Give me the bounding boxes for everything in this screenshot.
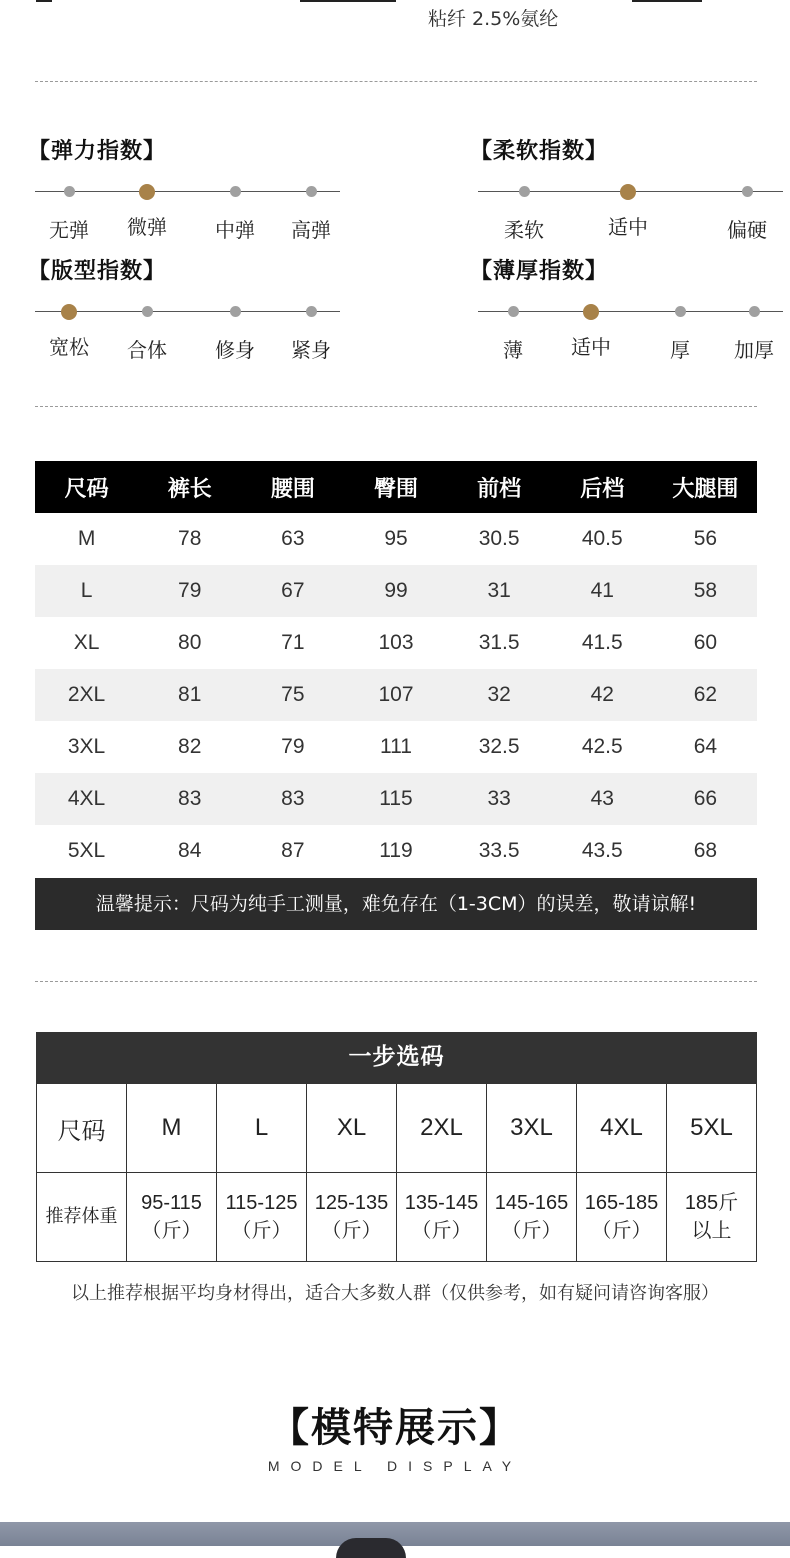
size-chart-header-cell: 裤长 [138, 461, 241, 513]
weight-line: （斤） [321, 1220, 382, 1242]
table-cell: 32.5 [478, 735, 520, 758]
thickness-scale-line [478, 311, 783, 312]
table-cell: 42.5 [581, 735, 623, 758]
fit-scale-dot-selected [61, 304, 77, 320]
table-cell: 43.5 [581, 839, 623, 862]
fit-scale-label: 修身 [215, 338, 255, 362]
weight-row [37, 1173, 757, 1262]
divider [35, 406, 757, 407]
elasticity-scale-dot [306, 186, 317, 197]
size-chart-header-cell: 大腿围 [654, 461, 757, 513]
thickness-index-title: 【薄厚指数】 [470, 259, 609, 284]
table-cell: 81 [138, 669, 241, 721]
fit-index-title: 【版型指数】 [28, 259, 167, 284]
table-row [35, 721, 757, 773]
size-chart-header-cell: 腰围 [241, 461, 344, 513]
cropped-previous-section [0, 0, 790, 40]
size-chart-table [35, 461, 757, 877]
table-cell: L [35, 565, 138, 617]
elasticity-scale-label: 中弹 [215, 218, 255, 242]
table-cell: 66 [654, 773, 757, 825]
table-row [35, 617, 757, 669]
size-picker-size-cell: XL [307, 1084, 397, 1173]
weight-line: 以上 [691, 1220, 732, 1242]
size-picker-size-cell: 5XL [667, 1084, 757, 1173]
table-cell: 103 [378, 631, 414, 654]
table-cell: 75 [241, 669, 344, 721]
size-picker-weight-cell [307, 1173, 397, 1262]
elasticity-scale-line [35, 191, 340, 192]
table-cell: 82 [178, 735, 202, 758]
table-cell: 71 [281, 631, 305, 654]
elasticity-scale-label: 高弹 [291, 218, 331, 242]
size-chart-header-cell: 后档 [551, 461, 654, 513]
table-cell: 67 [241, 565, 344, 617]
thickness-scale-label: 薄 [503, 338, 523, 362]
size-picker-weight-cell [667, 1173, 757, 1262]
weight-line: 185斤 [684, 1192, 739, 1214]
size-chart-header-cell: 尺码 [35, 461, 138, 513]
thickness-scale-label: 适中 [571, 335, 611, 359]
table-cell: 80 [178, 631, 202, 654]
table-cell: 119 [379, 839, 413, 862]
weight-line: （斤） [411, 1220, 472, 1242]
table-cell: 2XL [35, 669, 138, 721]
thickness-scale-label: 加厚 [734, 338, 774, 362]
weight-line: 95-115 [141, 1192, 202, 1214]
table-cell: 31.5 [478, 631, 520, 654]
elasticity-scale-dot [230, 186, 241, 197]
table-cell: 31 [448, 565, 551, 617]
thickness-scale-dot [749, 306, 760, 317]
table-cell: 32 [448, 669, 551, 721]
table-cell: 5XL [67, 839, 106, 862]
model-photo-head [336, 1538, 406, 1558]
table-cell: 79 [281, 735, 305, 758]
table-row [35, 513, 757, 565]
elasticity-scale-label: 微弹 [127, 215, 167, 239]
table-cell: 83 [138, 773, 241, 825]
table-cell: 107 [344, 669, 447, 721]
weight-line: 135-145 [404, 1192, 479, 1214]
size-chart-header-row [35, 461, 757, 513]
divider [35, 981, 757, 982]
table-cell: 3XL [67, 735, 106, 758]
table-cell: 95 [384, 527, 408, 550]
table-cell: 115 [344, 773, 447, 825]
softness-scale-label: 柔软 [504, 218, 544, 242]
thickness-scale-dot [675, 306, 686, 317]
divider [35, 81, 757, 82]
size-picker-size-cell: 4XL [577, 1084, 667, 1173]
weight-line: （斤） [231, 1220, 292, 1242]
thickness-scale-label: 厚 [670, 338, 690, 362]
model-section-subtitle: MODEL DISPLAY [267, 1458, 523, 1474]
table-cell: 43 [551, 773, 654, 825]
weight-line: 165-185 [584, 1192, 659, 1214]
elasticity-scale-dot [64, 186, 75, 197]
model-section-title: 【模特展示】 [269, 1405, 521, 1451]
table-row [35, 825, 757, 877]
softness-scale-dot [519, 186, 530, 197]
table-row [35, 669, 757, 721]
table-cell: 4XL [35, 773, 138, 825]
size-picker-size-cell: M [127, 1084, 217, 1173]
recommendation-note: 以上推荐根据平均身材得出，适合大多数人群（仅供参考，如有疑问请咨询客服） [71, 1283, 719, 1304]
table-cell: 63 [281, 527, 305, 550]
size-picker-table [36, 1083, 757, 1262]
table-cell: 30.5 [478, 527, 520, 550]
thickness-scale-dot-selected [583, 304, 599, 320]
table-cell: 78 [178, 527, 202, 550]
size-picker-weight-cell [217, 1173, 307, 1262]
table-cell: 41 [551, 565, 654, 617]
thickness-scale-dot [508, 306, 519, 317]
size-picker-weight-cell [577, 1173, 667, 1262]
weight-line: 115-125 [225, 1192, 298, 1214]
weight-row-label: 推荐体重 [37, 1173, 127, 1262]
table-row [35, 773, 757, 825]
table-cell: 58 [654, 565, 757, 617]
softness-scale-label: 适中 [608, 215, 648, 239]
weight-line: （斤） [591, 1220, 652, 1242]
elasticity-scale-label: 无弹 [49, 218, 89, 242]
weight-line: 125-135 [314, 1192, 389, 1214]
table-cell: 79 [138, 565, 241, 617]
size-picker-size-cell: 2XL [397, 1084, 487, 1173]
table-cell: 62 [654, 669, 757, 721]
elasticity-index-title: 【弹力指数】 [28, 139, 167, 164]
softness-scale-dot-selected [620, 184, 636, 200]
table-cell: 42 [551, 669, 654, 721]
table-cell: 84 [178, 839, 202, 862]
fit-scale-dot [230, 306, 241, 317]
weight-line: （斤） [501, 1220, 562, 1242]
softness-scale-label: 偏硬 [727, 218, 767, 242]
fit-scale-line [35, 311, 340, 312]
table-cell: XL [73, 631, 100, 654]
size-row-label: 尺码 [37, 1084, 127, 1173]
table-cell: 56 [693, 527, 718, 550]
measurement-tip: 温馨提示：尺码为纯手工测量，难免存在（1-3CM）的误差，敬请谅解! [35, 878, 757, 930]
softness-index-title: 【柔软指数】 [470, 139, 609, 164]
table-cell: 99 [344, 565, 447, 617]
table-cell: 83 [241, 773, 344, 825]
table-cell: 111 [380, 735, 412, 758]
fit-scale-label: 宽松 [49, 335, 89, 359]
size-chart-header-cell: 臀围 [344, 461, 447, 513]
table-cell: M [77, 527, 96, 550]
size-picker-weight-cell [487, 1173, 577, 1262]
table-cell: 33 [448, 773, 551, 825]
table-cell: 33.5 [478, 839, 520, 862]
table-cell: 41.5 [581, 631, 623, 654]
size-picker-size-cell: 3XL [487, 1084, 577, 1173]
table-cell: 64 [693, 735, 718, 758]
fit-scale-dot [306, 306, 317, 317]
size-chart-header-cell: 前档 [448, 461, 551, 513]
fabric-composition-tail: 粘纤 2.5%氨纶 [428, 8, 559, 30]
size-row [37, 1084, 757, 1173]
table-cell: 87 [281, 839, 305, 862]
table-row [35, 565, 757, 617]
table-cell: 60 [693, 631, 718, 654]
size-picker-weight-cell [397, 1173, 487, 1262]
fit-scale-label: 合体 [127, 338, 167, 362]
size-picker-weight-cell [127, 1173, 217, 1262]
table-cell: 68 [693, 839, 718, 862]
size-picker-size-cell: L [217, 1084, 307, 1173]
size-picker-title: 一步选码 [36, 1032, 757, 1083]
softness-scale-dot [742, 186, 753, 197]
fit-scale-label: 紧身 [291, 338, 331, 362]
elasticity-scale-dot-selected [139, 184, 155, 200]
weight-line: 145-165 [494, 1192, 569, 1214]
fit-scale-dot [142, 306, 153, 317]
weight-line: （斤） [141, 1220, 202, 1242]
table-cell: 40.5 [581, 527, 623, 550]
